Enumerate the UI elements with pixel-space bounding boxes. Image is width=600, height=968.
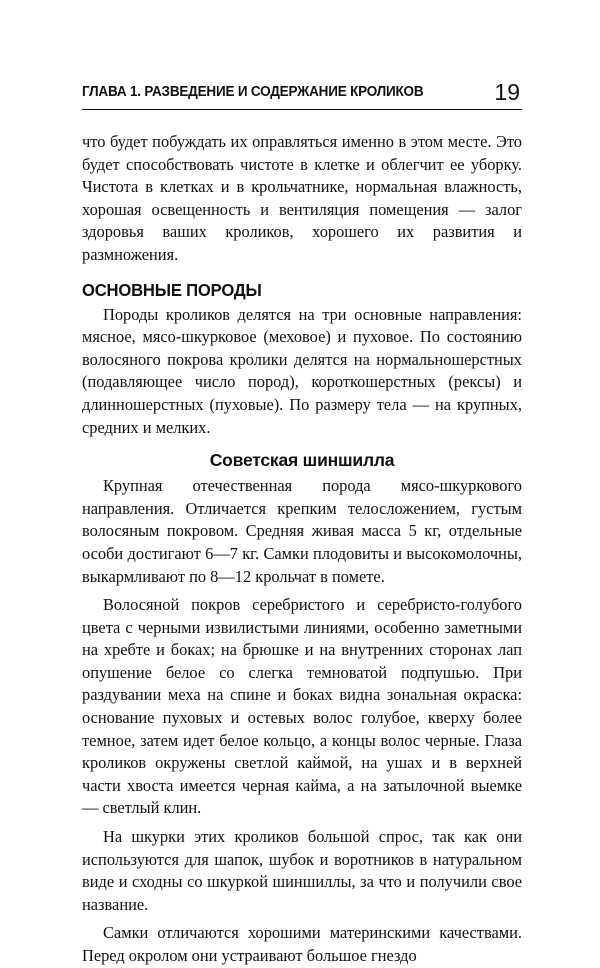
chapter-running-title: ГЛАВА 1. РАЗВЕДЕНИЕ И СОДЕРЖАНИЕ КРОЛИКОВ (82, 84, 424, 100)
page-number: 19 (494, 79, 520, 105)
running-header (82, 78, 522, 108)
body-paragraph: Волосяной покров серебристого и серебристо-голубого цвета с черными извилистыми линиями, особенно заметными на хребте и боках; на брюшке и на внутренних сторонах лап опушение белое со слегка темноватой подпушью. При раздувании меха на спине и боках видна зональная окраска: основание пуховых и остевых волос голубое, кверху более темное, затем идет белое кольцо, а концы волос черные. Глаза кроликов окружены светлой каймой, на ушах и в верхней части хвоста имеется черная кайма, а на затылочной выемке — светлый клин. (82, 595, 522, 818)
section-paragraph: Породы кроликов делятся на три основные направления: мясное, мясо-шкурковое (меховое) и пуховое. По состоянию волосяного покрова кролики делятся на нормальношерстных (подавляющее число пород), короткошерстных (рексы) и длинношерстных (пуховые). По размеру тела — на крупных, средних и мелких. (82, 304, 522, 437)
subsection-heading: Советская шиншилла (209, 450, 395, 471)
header-rule (82, 109, 522, 110)
body-paragraph: Крупная отечественная порода мясо-шкуркового направления. Отличается крепким телосложением, густым волосяным покровом. Средняя живая масса 5 кг, отдельные особи достигают 6—7 кг. Самки плодовиты и высокомолочны, выкармливают по 8—12 крольчат в помете. (82, 476, 522, 586)
intro-paragraph: что будет побуждать их оправляться именно в этом месте. Это будет способствовать чистоте в клетке и облегчит ее уборку. Чистота в клетках и в крольчатнике, нормальная влажность, хорошая освещенность и вентиляция помещения — залог здоровья ваших кроликов, хорошего их развития и размножения. (82, 132, 522, 264)
page-content (82, 131, 522, 968)
body-paragraph: На шкурки этих кроликов большой спрос, так как они используются для шапок, шубок и воротников в натуральном виде и сходны со шкуркой шиншиллы, за что и получили свое название. (82, 827, 522, 914)
section-heading: ОСНОВНЫЕ ПОРОДЫ (82, 279, 262, 300)
body-paragraph: Самки отличаются хорошими материнскими качествами. Перед окролом они устраивают большое гнездо (82, 923, 522, 965)
